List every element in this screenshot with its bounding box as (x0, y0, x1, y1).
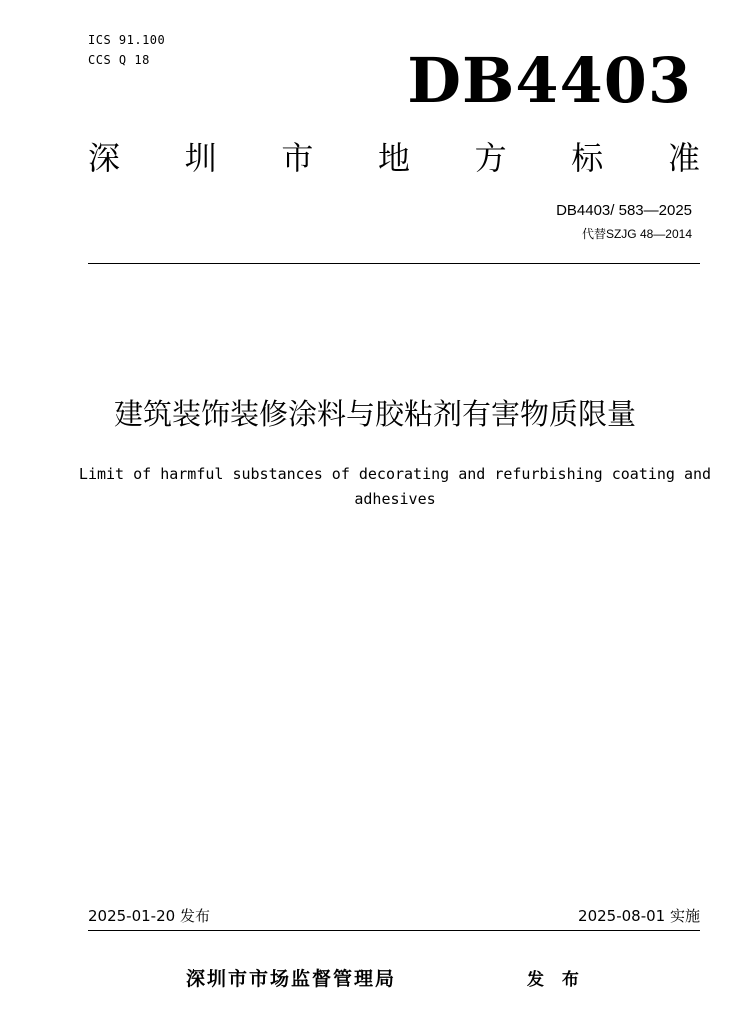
ccs-code: CCS Q 18 (88, 53, 150, 67)
replaces-standard: 代替SZJG 48—2014 (581, 227, 692, 241)
issue-date: 2025-01-20 发布 (88, 907, 210, 925)
standard-type-char: 圳 (184, 139, 217, 177)
top-divider (88, 263, 700, 264)
standard-type-heading (88, 138, 700, 178)
standard-type-char: 市 (281, 139, 314, 177)
standard-type-char: 标 (571, 139, 604, 177)
document-title-chinese: 建筑装饰装修涂料与胶粘剂有害物质限量 (113, 397, 636, 431)
issue-label: 发 布 (527, 970, 585, 990)
issuing-authority: 深圳市市场监督管理局 (186, 968, 397, 990)
standard-type-char: 深 (88, 139, 121, 177)
standard-code-logo: DB4403 (407, 44, 692, 117)
effective-date: 2025-08-01 实施 (578, 907, 700, 925)
standard-type-char: 准 (667, 139, 700, 177)
document-title-english: Limit of harmful substances of decorating and refurbishing coating and adhesives (78, 465, 712, 508)
standard-number: DB4403/ 583—2025 (556, 202, 692, 219)
bottom-divider (88, 930, 700, 931)
standard-type-char: 地 (377, 139, 410, 177)
ics-code: ICS 91.100 (88, 33, 166, 47)
standard-type-char: 方 (474, 139, 507, 177)
